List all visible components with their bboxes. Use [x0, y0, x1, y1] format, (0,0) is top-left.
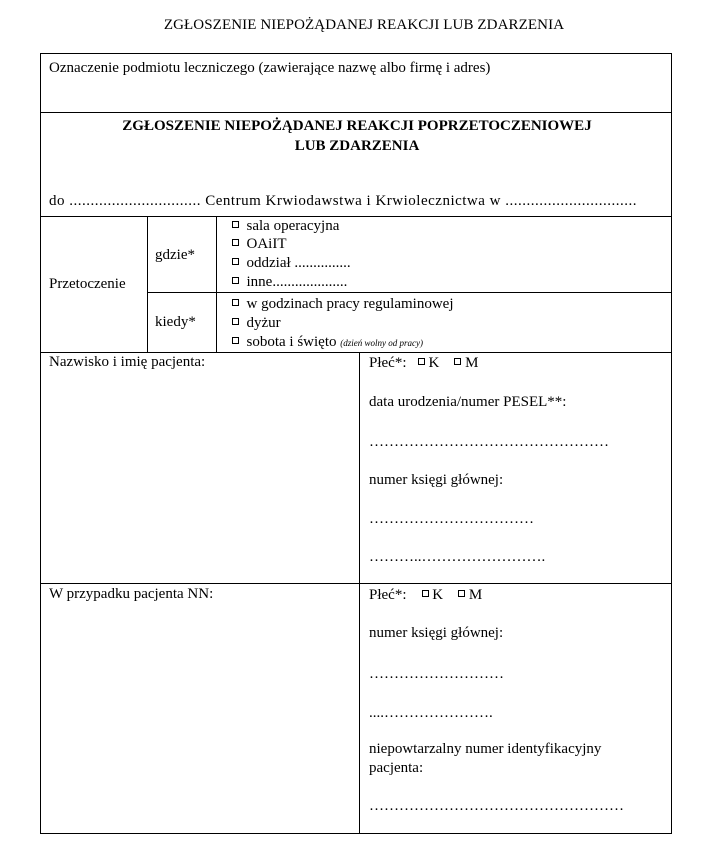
checkbox[interactable]	[232, 239, 239, 246]
checkbox[interactable]	[232, 337, 239, 344]
checkbox[interactable]	[232, 221, 239, 228]
checkbox-k[interactable]	[422, 590, 429, 597]
nn-id-field[interactable]: ……………………………………………	[369, 798, 624, 814]
divider	[216, 216, 217, 352]
form-title: ZGŁOSZENIE NIEPOŻĄDANEJ REAKCJI LUB ZDARZENIA	[163, 17, 565, 33]
nn-id-label-line1: niepowtarzalny numer identyfikacyjny	[369, 741, 602, 757]
divider	[41, 112, 671, 113]
transfusion-label: Przetoczenie	[49, 276, 126, 292]
divider	[147, 216, 148, 352]
patient-book-label: numer księgi głównej:	[369, 472, 504, 488]
checkbox-m[interactable]	[454, 358, 461, 365]
divider	[41, 216, 671, 217]
nn-book-label: numer księgi głównej:	[369, 625, 504, 641]
checkbox-m[interactable]	[458, 590, 465, 597]
when-option-regular-hours[interactable]: w godzinach pracy regulaminowej	[232, 296, 454, 312]
patient-sex-field[interactable]: Płeć*: K M	[369, 355, 479, 371]
divider	[41, 583, 671, 584]
patient-book-field[interactable]: ……………………………	[369, 511, 534, 527]
nn-book-field-2[interactable]: ....………………….	[369, 705, 493, 721]
report-form	[40, 53, 672, 834]
where-label: gdzie*	[155, 247, 195, 263]
checkbox[interactable]	[232, 277, 239, 284]
day-off-note: (dzień wolny od pracy)	[340, 338, 423, 348]
patient-dob-label: data urodzenia/numer PESEL**:	[369, 394, 567, 410]
patient-name-label: Nazwisko i imię pacjenta:	[49, 354, 206, 370]
nn-patient-label: W przypadku pacjenta NN:	[49, 586, 214, 602]
where-option-ward[interactable]: oddział ...............	[232, 255, 351, 271]
when-option-weekend-holiday[interactable]: sobota i święto (dzień wolny od pracy)	[232, 334, 423, 351]
nn-id-label-line2: pacjenta:	[369, 760, 424, 776]
nn-sex-field[interactable]: Płeć*: K M	[369, 587, 483, 603]
checkbox[interactable]	[232, 299, 239, 306]
report-heading-line2: LUB ZDARZENIA	[294, 138, 420, 154]
checkbox-k[interactable]	[418, 358, 425, 365]
checkbox[interactable]	[232, 318, 239, 325]
when-label: kiedy*	[155, 314, 196, 330]
where-option-operating-room[interactable]: sala operacyjna	[232, 218, 339, 234]
where-option-other[interactable]: inne....................	[232, 274, 347, 290]
when-option-duty[interactable]: dyżur	[232, 315, 281, 331]
patient-book-field-2[interactable]: ………..…………………….	[369, 549, 546, 565]
where-option-icu[interactable]: OAiIT	[232, 236, 287, 252]
checkbox[interactable]	[232, 258, 239, 265]
divider	[147, 292, 671, 293]
divider	[359, 352, 360, 834]
report-heading-line1: ZGŁOSZENIE NIEPOŻĄDANEJ REAKCJI POPRZETOCZENIOWEJ	[122, 118, 592, 134]
addressee-line: do ............................... Centrum Krwiodawstwa i Krwiolecznictwa w ...............................	[49, 193, 638, 209]
nn-book-field[interactable]: ………………………	[369, 666, 504, 682]
patient-dob-field[interactable]: …………………………………………	[369, 434, 609, 450]
facility-label: Oznaczenie podmiotu leczniczego (zawierające nazwę albo firmę i adres)	[49, 60, 491, 76]
